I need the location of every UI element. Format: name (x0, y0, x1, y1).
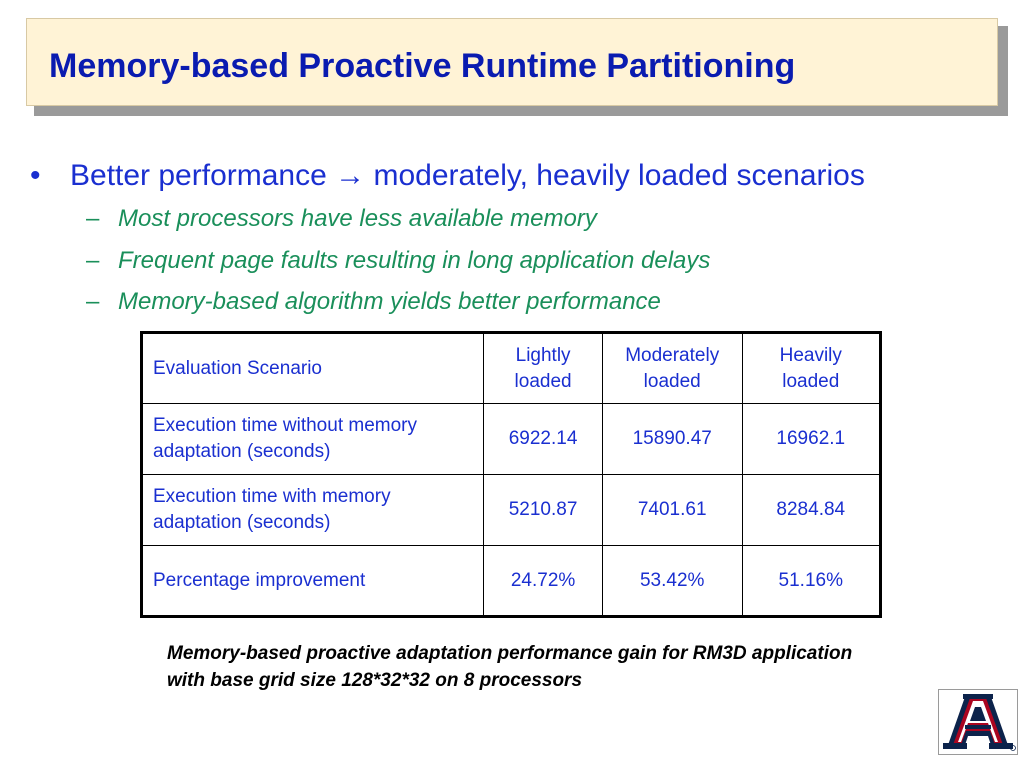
table-cell: 53.42% (602, 546, 742, 617)
table-row (142, 475, 881, 546)
header-cell (742, 333, 880, 404)
table-row (142, 546, 881, 617)
dash-icon: – (86, 205, 100, 232)
sub-bullet (86, 246, 710, 276)
slide-title: Memory-based Proactive Runtime Partitioning (49, 47, 796, 85)
table-cell: 16962.1 (742, 404, 880, 475)
main-bullet-text: Better performance → moderately, heavily loaded scenarios (70, 159, 865, 192)
table-cell: 8284.84 (742, 475, 880, 546)
row-label: Execution time without memory adaptation (seconds) (142, 404, 484, 475)
title-box (26, 18, 998, 106)
table-row (142, 404, 881, 475)
sub-bullet-text: Most processors have less available memory (118, 205, 597, 232)
header-cell: Evaluation Scenario (142, 333, 484, 404)
table-header-row (142, 333, 881, 404)
table-cell: 7401.61 (602, 475, 742, 546)
dash-icon: – (86, 247, 100, 274)
table-cell: 15890.47 (602, 404, 742, 475)
table-cell: 6922.14 (484, 404, 603, 475)
sub-bullet (86, 287, 661, 317)
row-label: Percentage improvement (142, 546, 484, 617)
sub-bullet-text: Memory-based algorithm yields better performance (118, 288, 661, 315)
sub-bullet-text: Frequent page faults resulting in long application delays (118, 247, 711, 274)
header-text: Lightly loaded (514, 344, 572, 392)
results-table (140, 331, 882, 618)
header-cell (484, 333, 603, 404)
row-label: Execution time with memory adaptation (seconds) (142, 475, 484, 546)
university-logo (938, 689, 1018, 755)
header-cell (602, 333, 742, 404)
table-cell: 51.16% (742, 546, 880, 617)
university-of-arizona-logo-icon (939, 690, 1017, 754)
table-cell: 5210.87 (484, 475, 603, 546)
dash-icon: – (86, 288, 100, 315)
table-caption: Memory-based proactive adaptation performance gain for RM3D application with base grid size 128*32*32 on 8 processors (167, 643, 853, 691)
table-cell: 24.72% (484, 546, 603, 617)
bullet-dot-icon: • (30, 159, 41, 192)
header-text: Heavily loaded (779, 344, 842, 392)
header-text: Moderately loaded (625, 344, 720, 392)
main-bullet (30, 158, 865, 194)
sub-bullet (86, 204, 597, 234)
